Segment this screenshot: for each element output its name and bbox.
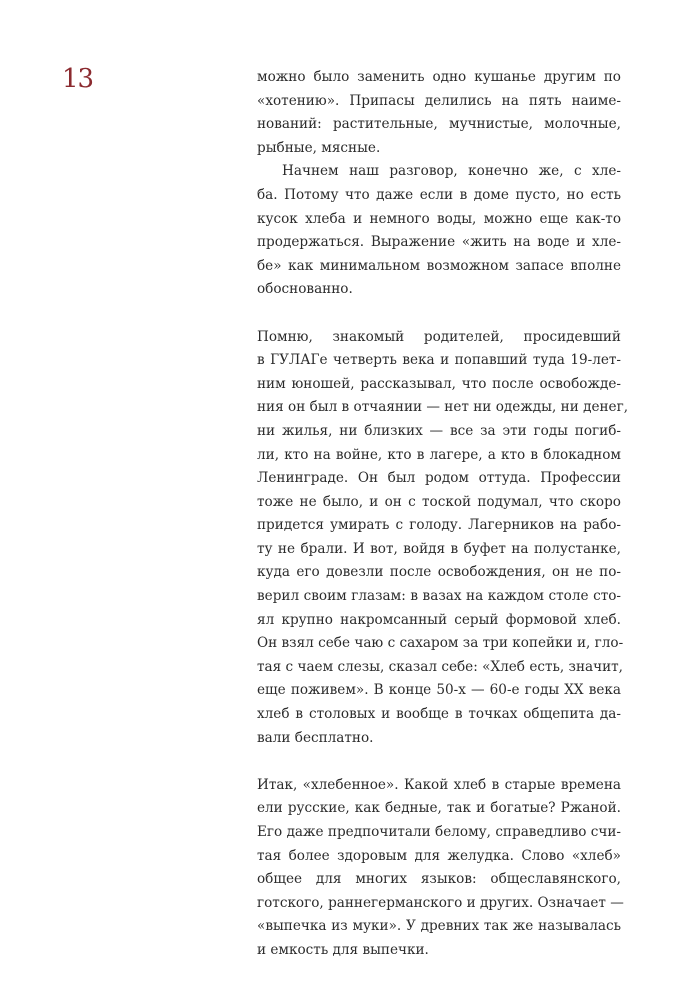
paragraph-gap xyxy=(257,750,621,774)
text-line: Его даже предпочитали белому, справедливо счи- xyxy=(257,824,621,840)
text-line: хлеб в столовых и вообще в точках общепита да- xyxy=(257,706,621,723)
text-line: нований: растительные, мучнистые, молочные, xyxy=(257,116,621,133)
text-line: ял крупно накромсанный серый формовой хлеб. xyxy=(257,611,621,628)
text-line: можно было заменить одно кушанье другим по xyxy=(257,69,621,85)
text-line: и емкость для выпечки. xyxy=(257,941,429,958)
text-line: ели русские, как бедные, так и богатые? Ржаной. xyxy=(257,800,621,817)
text-line: «выпечка из муки». У древних так же называлась xyxy=(257,918,621,935)
text-line: куда его довезли после освобождения, он не по- xyxy=(257,564,621,581)
text-line: готского, раннегерманского и других. Означает — xyxy=(257,894,624,911)
paragraph xyxy=(257,66,621,160)
text-line: еще поживем». В конце 50-х — 60-е годы XX века xyxy=(257,682,621,699)
body-text xyxy=(257,66,629,963)
paragraph xyxy=(257,326,629,751)
text-line: ли, кто на войне, кто в лагере, а кто в блокадном xyxy=(257,446,621,463)
text-line: Итак, «хлебенное». Какой хлеб в старые времена xyxy=(257,776,621,793)
text-line: ту не брали. И вот, войдя в буфет на полустанке, xyxy=(257,540,621,557)
text-line: Он взял себе чаю с сахаром за три копейки и, гло- xyxy=(257,635,624,652)
paragraph xyxy=(257,160,621,302)
text-line: Помню, знакомый родителей, просидевший xyxy=(257,328,621,345)
text-line: вали бесплатно. xyxy=(257,729,374,746)
text-line: бе» как минимальном возможном запасе вполне xyxy=(257,257,621,274)
text-line: Ленинграде. Он был родом оттуда. Профессии xyxy=(257,470,621,487)
paragraph xyxy=(257,774,624,963)
text-line: в ГУЛАГе четверть века и попавший туда 19-лет- xyxy=(257,352,621,369)
text-line: кусок хлеба и немного воды, можно еще как-то xyxy=(257,210,621,227)
text-line: тая с чаем слезы, сказал себе: «Хлеб есть, значит, xyxy=(257,658,624,675)
text-line: обоснованно. xyxy=(257,281,353,298)
text-line: продержаться. Выражение «жить на воде и хле- xyxy=(257,234,621,251)
text-line: верил своим глазам: в вазах на каждом столе сто- xyxy=(257,588,621,605)
text-line: ни жилья, ни близких — все за эти годы погиб- xyxy=(257,422,621,439)
text-line: ба. Потому что даже если в доме пусто, но есть xyxy=(257,186,621,203)
text-line: тоже не было, и он с тоской подумал, что скоро xyxy=(257,493,621,510)
text-line: Начнем наш разговор, конечно же, с хле- xyxy=(282,163,621,180)
text-line: придется умирать с голоду. Лагерников на рабо- xyxy=(257,517,621,534)
text-line: тая более здоровым для желудка. Слово «хлеб» xyxy=(257,847,621,864)
text-line: ним юношей, рассказывал, что после освобожде- xyxy=(257,375,621,392)
text-line: рыбные, мясные. xyxy=(257,139,381,156)
paragraph-gap xyxy=(257,302,621,326)
text-line: «хотению». Припасы делились на пять наиме- xyxy=(257,92,621,109)
text-line: ния он был в отчаянии — нет ни одежды, ни денег, xyxy=(257,399,629,416)
text-line: общее для многих языков: общеславянского, xyxy=(257,871,621,888)
page-number: 13 xyxy=(62,64,94,94)
